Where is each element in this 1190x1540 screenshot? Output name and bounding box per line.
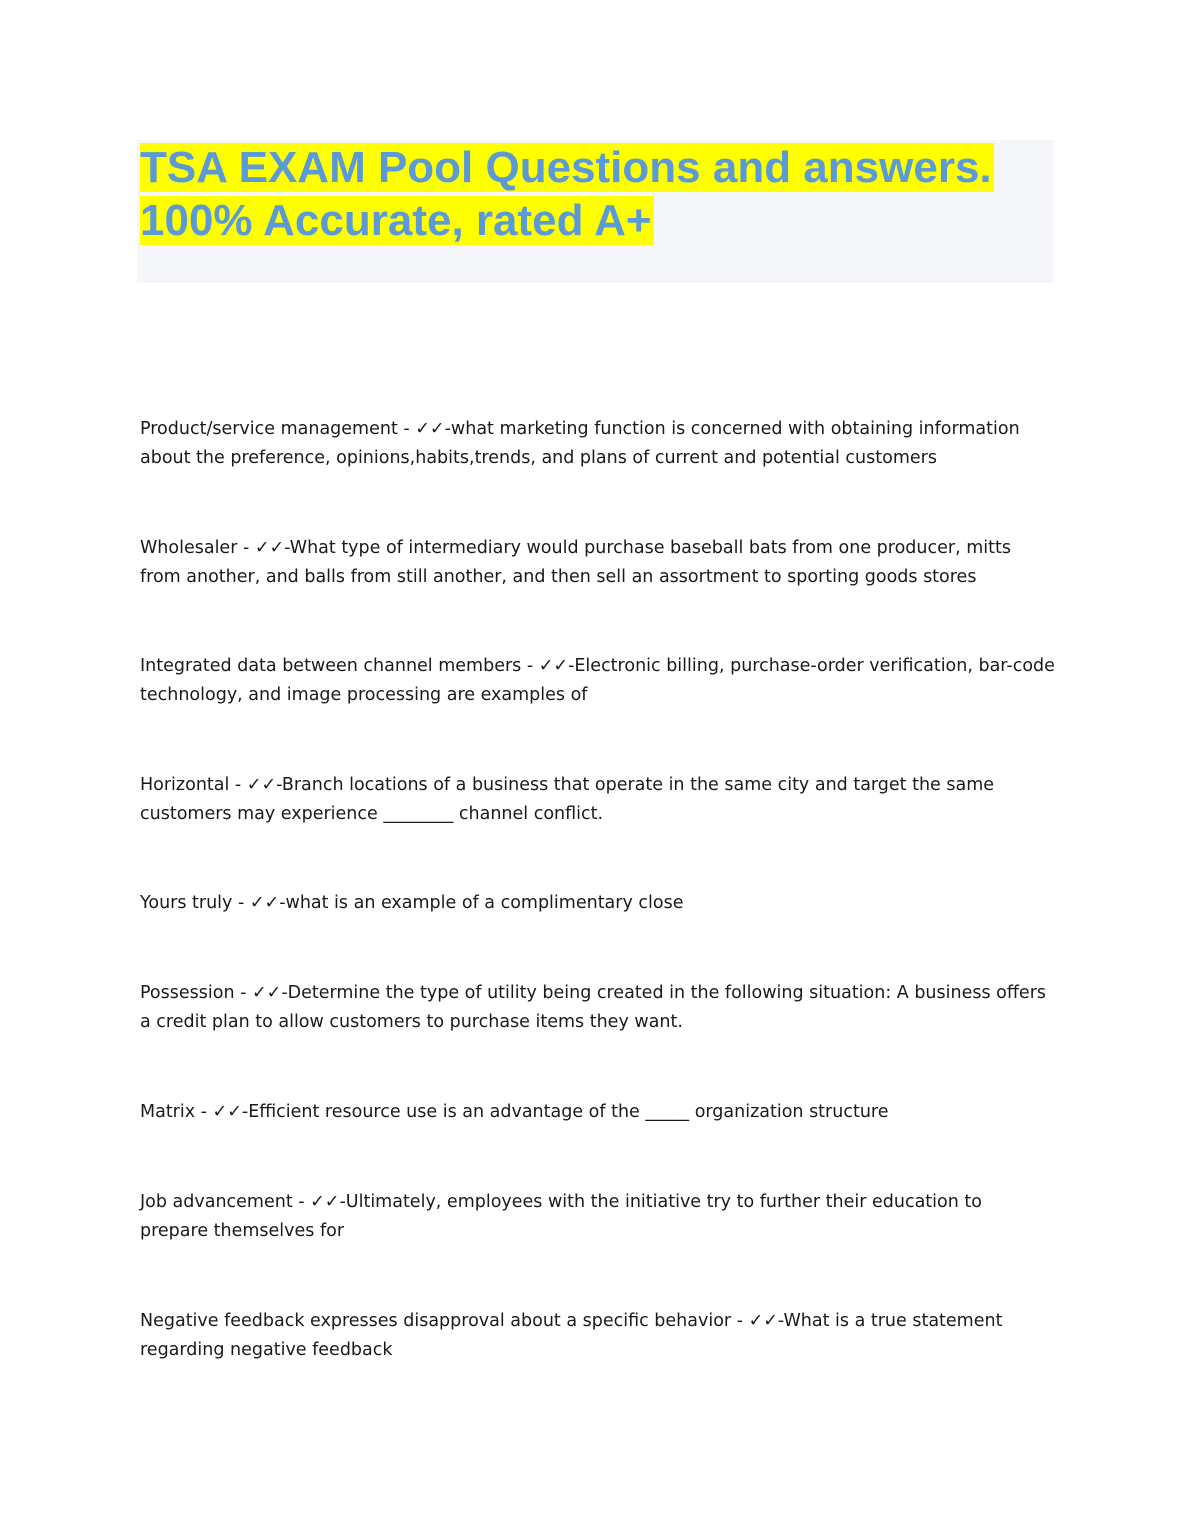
qa-item-1 — [140, 415, 1055, 473]
check-mark-icon: ✓✓ — [538, 656, 569, 676]
answer-text: Yours truly - — [140, 893, 250, 913]
qa-item-9 — [140, 1307, 1055, 1365]
question-text: -Efficient resource use is an advantage of the _____ organization structure — [241, 1102, 889, 1122]
check-mark-icon: ✓✓ — [249, 893, 280, 913]
check-mark-icon: ✓✓ — [251, 983, 282, 1003]
question-text: -What type of intermediary would purchase baseball bats from one producer, mitts from another, and balls from still another, and then sell an assortment to sporting goods stores — [140, 538, 1011, 587]
answer-text: Wholesaler - — [140, 538, 255, 558]
answer-text: Possession - — [140, 983, 252, 1003]
answer-text: Integrated data between channel members - — [140, 656, 539, 676]
question-text: -what marketing function is concerned with obtaining information about the preference, opinions,habits,trends, and plans of current and potential customers — [140, 419, 1020, 468]
answer-text: Matrix - — [140, 1102, 213, 1122]
question-text: -Branch locations of a business that operate in the same city and target the same customers may experience ________ channel conflict. — [140, 775, 995, 824]
qa-item-6 — [140, 979, 1055, 1037]
qa-item-7 — [140, 1098, 1055, 1127]
check-mark-icon: ✓✓ — [246, 775, 277, 795]
question-text: -Determine the type of utility being created in the following situation: A business offers a credit plan to allow customers to purchase items they want. — [140, 983, 1047, 1032]
title-line-1: TSA EXAM Pool Questions and answers. — [140, 143, 992, 192]
qa-item-4 — [140, 771, 1055, 829]
answer-text: Horizontal - — [140, 775, 247, 795]
question-text: -What is a true statement regarding negative feedback — [140, 1311, 1003, 1360]
document-title — [140, 141, 1052, 247]
qa-item-2 — [140, 534, 1055, 592]
qa-item-5 — [140, 889, 1055, 918]
question-text: -what is an example of a complimentary close — [279, 893, 684, 913]
answer-text: Negative feedback expresses disapproval about a specific behavior - — [140, 1311, 749, 1331]
check-mark-icon: ✓✓ — [748, 1311, 778, 1331]
title-line-2: 100% Accurate, rated A+ — [140, 196, 652, 245]
question-text: -Ultimately, employees with the initiative try to further their education to prepare themselves for — [140, 1192, 982, 1241]
check-mark-icon: ✓✓ — [415, 419, 445, 439]
answer-text: Product/service management - — [140, 419, 416, 439]
check-mark-icon: ✓✓ — [212, 1102, 242, 1122]
check-mark-icon: ✓✓ — [254, 538, 285, 558]
check-mark-icon: ✓✓ — [310, 1192, 340, 1212]
question-text: -Electronic billing, purchase-order verification, bar-code technology, and image processing are examples of — [140, 656, 1055, 705]
qa-item-3 — [140, 652, 1055, 710]
answer-text: Job advancement - — [140, 1192, 311, 1212]
qa-item-8 — [140, 1188, 1055, 1246]
